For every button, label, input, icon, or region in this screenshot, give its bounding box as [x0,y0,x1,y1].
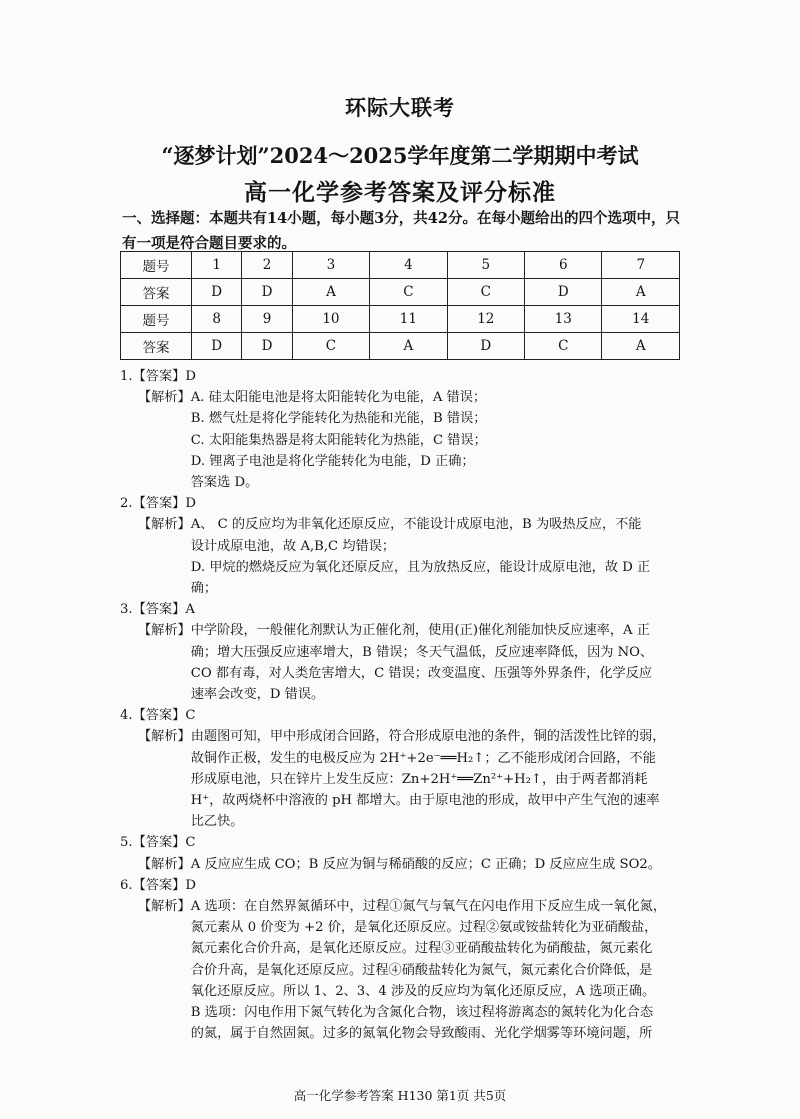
analysis-block [120,726,692,832]
analysis-tag: 【解析】 [138,899,191,915]
table-cell: 7 [602,252,680,279]
analysis-line: A 反应应生成 CO；B 反应为铜与稀硝酸的反应；C 正确；D 反应应生成 SO2。 [190,856,661,872]
answer-heading: 5.【答案】C [120,835,196,851]
analysis-block [120,896,692,1044]
exam-title: “逐梦计划”2024～2025学年度第二学期期中考试 [161,143,639,168]
explanations [120,366,692,1045]
table-cell: A [602,333,680,360]
analysis-line: 故铜作正极，发生的电极反应为 2H⁺+2e⁻══H₂↑；乙不能形成闭合回路，不能 [190,750,656,766]
analysis-line: 氮元素从 0 价变为 +2 价，是氧化还原反应。过程②氨或铵盐转化为亚硝酸盐， [190,920,658,936]
analysis-line: 的氮，属于自然固氮。过多的氮氧化物会导致酸雨、光化学烟雾等环境问题，所 [190,1026,653,1042]
analysis-line: C. 太阳能集热器是将太阳能转化为热能，C 错误； [190,432,487,448]
row-header-cell: 题号 [121,306,192,333]
answer-table [120,251,680,360]
row-header-cell: 题号 [121,252,192,279]
table-cell: 3 [292,252,369,279]
org-title: 环际大联考 [345,95,455,120]
table-cell: 14 [602,306,680,333]
analysis-block [120,620,692,705]
analysis-line: 氮元素化合价升高，是氧化还原反应。过程③亚硝酸盐转化为硝酸盐，氮元素化 [190,941,653,957]
analysis-line: 合价升高，是氧化还原反应。过程④硝酸盐转化为氮气，氮元素化合价降低，是 [190,962,653,978]
analysis-tag: 【解析】 [138,856,191,872]
document-subtitle: 高一化学参考答案及评分标准 [244,179,556,206]
table-cell: D [192,333,242,360]
answer-heading: 1.【答案】D [120,369,196,384]
table-cell: 13 [525,306,602,333]
analysis-line: A. 硅太阳能电池是将太阳能转化为电能，A 错误； [190,390,487,406]
analysis-line: 氧化还原反应。所以 1、2、3、4 涉及的反应均为氧化还原反应，A 选项正确。 [190,983,656,999]
table-cell: C [370,279,447,306]
table-cell: A [292,279,369,306]
row-header-cell: 答案 [121,333,192,360]
table-cell: 8 [192,306,242,333]
table-cell: 6 [525,252,602,279]
table-cell: 4 [370,252,447,279]
analysis-line: D. 甲烷的燃烧反应为氧化还原反应，且为放热反应，能设计成原电池，故 D 正 [190,559,651,575]
analysis-line: B 选项：闪电作用下氮气转化为含氮化合物，该过程将游离态的氮转化为化合态 [190,1005,654,1021]
analysis-tag: 【解析】 [138,390,191,406]
analysis-line: 速率会改变，D 错误。 [190,687,325,703]
table-cell: 1 [192,252,242,279]
table-cell: C [447,279,524,306]
analysis-line: A 选项：在自然界氮循环中，过程①氮气与氧气在闪电作用下反应生成一氧化氮， [190,899,667,915]
table-row [121,279,680,306]
table-cell: 12 [447,306,524,333]
analysis-line: H⁺，故两烧杯中溶液的 pH 都增大。由于原电池的形成，故甲中产生气泡的速率 [190,793,660,809]
table-cell: 11 [370,306,447,333]
analysis-block [120,854,692,875]
answer-heading: 3.【答案】A [120,602,195,618]
table-cell: D [242,333,292,360]
analysis-line: 形成原电池，只在锌片上发生反应：Zn+2H⁺══Zn²⁺+H₂↑，由于两者都消耗 [190,771,648,787]
answer-heading: 2.【答案】D [120,496,196,512]
analysis-line: 比乙快。 [190,814,244,830]
table-cell: D [192,279,242,306]
table-cell: 2 [242,252,292,279]
analysis-line: A、 C 的反应均为非氧化还原反应，不能设计成原电池，B 为吸热反应，不能 [190,517,642,533]
table-cell: A [602,279,680,306]
table-cell: D [242,279,292,306]
analysis-line: B. 燃气灶是将化学能转化为热能和光能，B 错误； [190,411,487,427]
table-row [121,333,680,360]
table-cell: C [525,333,602,360]
answer-heading: 4.【答案】C [120,708,196,724]
table-cell: C [292,333,369,360]
intro-line: 有一项是符合题目要求的。 [122,235,296,252]
page-footer: 高一化学参考答案 H130 第1页 共5页 [293,1088,507,1103]
table-row [121,306,680,333]
analysis-block [120,387,692,493]
answer-heading: 6.【答案】D [120,877,196,893]
table-cell: A [370,333,447,360]
row-header-cell: 答案 [121,279,192,306]
table-cell: D [447,333,524,360]
analysis-tag: 【解析】 [138,729,191,745]
table-row [121,252,680,279]
section-intro [122,206,682,256]
analysis-line: D. 锂离子电池是将化学能转化为电能，D 正确； [190,453,475,469]
analysis-line: 确；增大压强反应速率增大，B 错误；冬天气温低，反应速率降低，因为 NO、 [190,644,654,660]
analysis-line: 中学阶段，一般催化剂默认为正催化剂，使用(正)催化剂能加快反应速率，A 正 [190,623,650,639]
table-cell: 9 [242,306,292,333]
analysis-tag: 【解析】 [138,517,191,533]
intro-line: 一、选择题：本题共有14小题，每小题3分，共42分。在每小题给出的四个选项中，只 [122,210,680,227]
analysis-line: CO 都有毒，对人类危害增大，C 错误；改变温度、压强等外界条件，化学反应 [190,665,653,681]
analysis-line: 由题图可知，甲中形成闭合回路，符合形成原电池的条件，铜的活泼性比锌的弱， [190,729,666,745]
table-cell: 10 [292,306,369,333]
analysis-line: 答案选 D。 [190,475,259,491]
analysis-line: 确； [190,581,218,597]
analysis-block [120,514,692,599]
table-cell: D [525,279,602,306]
analysis-tag: 【解析】 [138,623,191,639]
table-cell: 5 [447,252,524,279]
analysis-line: 设计成原电池，故 A,B,C 均错误； [190,538,396,554]
